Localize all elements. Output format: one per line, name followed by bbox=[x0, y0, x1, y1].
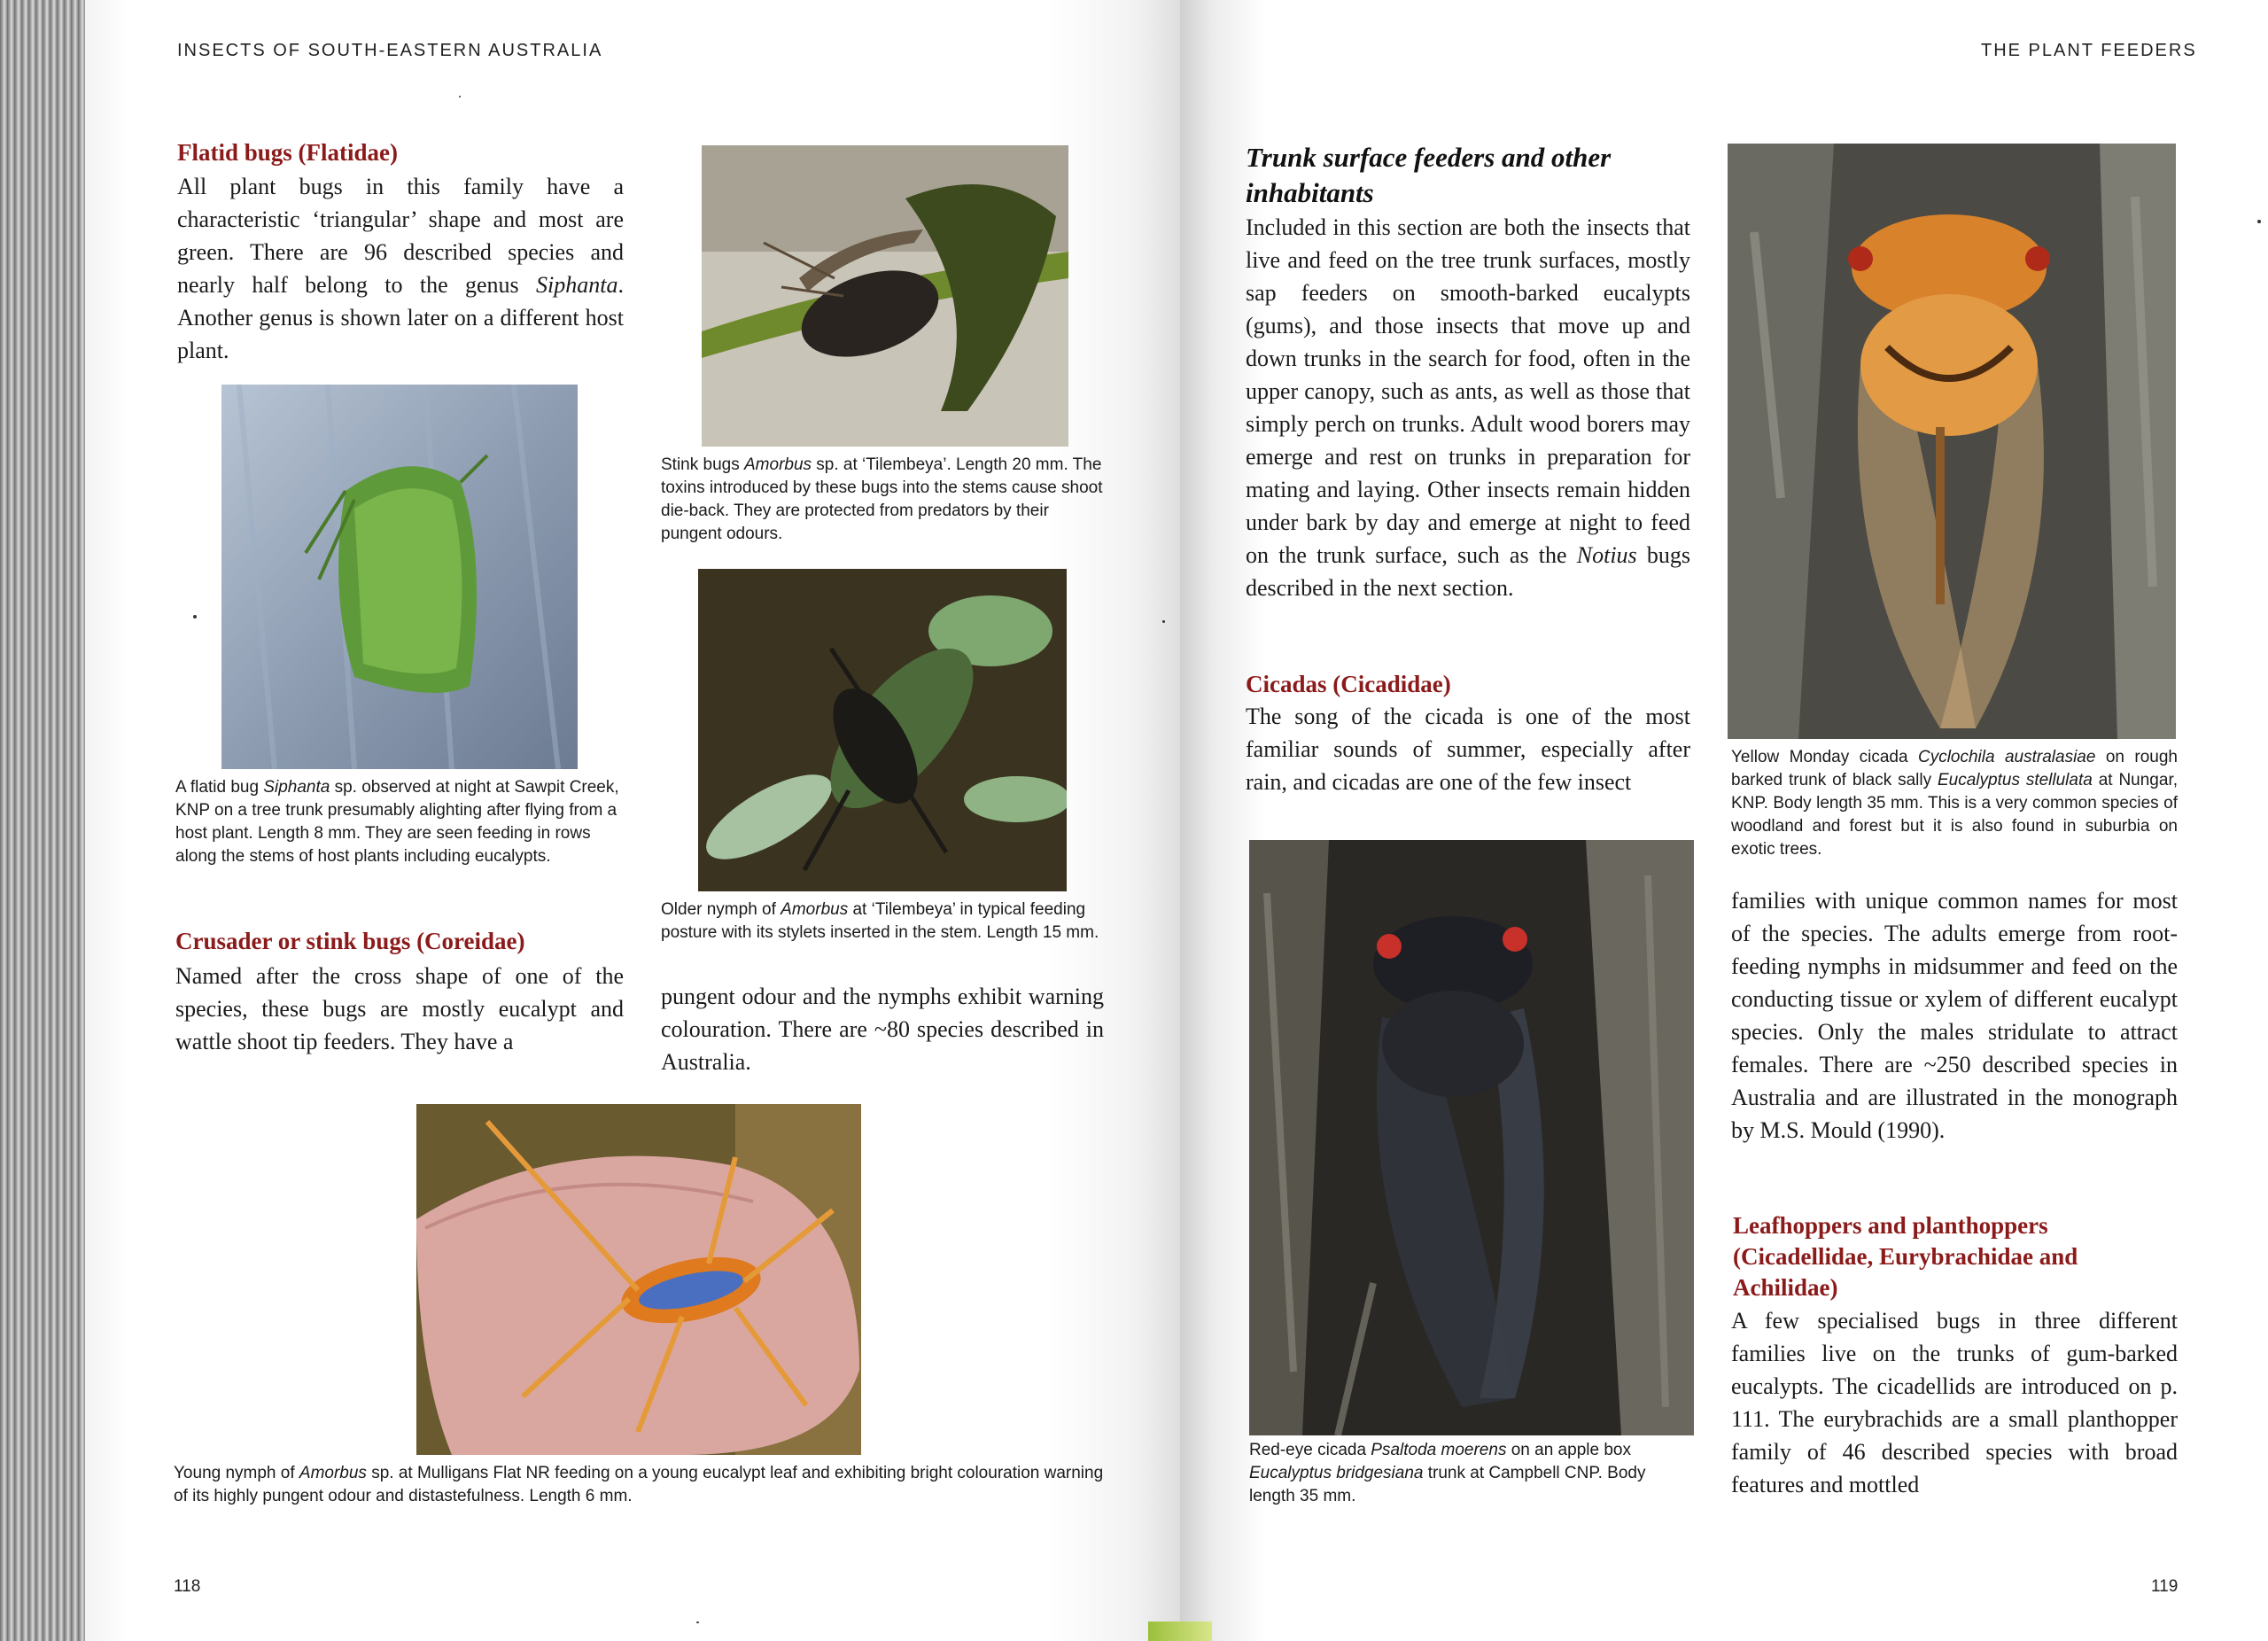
leafhoppers-body: A few specialised bugs in three different families live on the trunks of gum-barked eucalypts. The cicadellids are introduced on p. 111. The eurybrachids are a small planthopper family of 46 described species with broad features and mottled bbox=[1731, 1308, 2178, 1497]
cicadas-body-continued: families with unique common names for most of the species. The adults emerge from root-feeding nymphs in midsummer and feed on the conducting tissue or xylem of different eucalypt species. Only the males stridulate to attract females. There are ~250 described species in Australia and are illustrated in the monograph by M.S. Mould (1990). bbox=[1731, 888, 2178, 1143]
young-nymph-caption: Young nymph of Amorbus sp. at Mulligans Flat NR feeding on a young eucalypt leaf and exhibiting bright colouration warning of its highly pungent odour and distastefulness. Length 6 mm. bbox=[174, 1464, 1104, 1505]
flatid-body: All plant bugs in this family have a characteristic ‘triangular’ shape and most are green. There are 96 described species and nearly half belong to the genus Siphanta. Another genus is shown later on a different host plant. bbox=[177, 174, 624, 363]
yellow-monday-cicada-photo bbox=[1728, 144, 2176, 739]
red-eye-caption: Red-eye cicada Psaltoda moerens on an apple box Eucalyptus bridgesiana trunk at Campbell CNP. Body length 35 mm. bbox=[1249, 1441, 1646, 1505]
cicadas-body: The song of the cicada is one of the most familiar sounds of summer, especially after rain, and cicadas are one of the few insect bbox=[1246, 704, 1690, 795]
cicadas-heading: Cicadas (Cicadidae) bbox=[1246, 671, 1451, 697]
print-speck bbox=[1162, 620, 1165, 623]
ribbon-tab bbox=[1148, 1622, 1212, 1641]
flatid-heading: Flatid bugs (Flatidae) bbox=[177, 139, 399, 166]
print-speck bbox=[459, 96, 461, 97]
flatid-bug-photo bbox=[221, 385, 578, 769]
stink-bug-adult-caption: Stink bugs Amorbus sp. at ‘Tilembeya’. Length 20 mm. The toxins introduced by these bugs into the stems cause shoot die-back. They are protected from predators by their pungent odours. bbox=[661, 455, 1103, 543]
running-head-right: THE PLANT FEEDERS bbox=[1981, 41, 2197, 60]
stink-bug-adult-photo bbox=[702, 145, 1068, 447]
crusader-body: Named after the cross shape of one of the species, these bugs are mostly eucalypt and wattle shoot tip feeders. They have a bbox=[175, 963, 624, 1054]
red-eye-cicada-photo bbox=[1249, 840, 1694, 1435]
crusader-body-continued: pungent odour and the nymphs exhibit warning colouration. There are ~80 species described in Australia. bbox=[661, 984, 1104, 1075]
print-speck bbox=[193, 615, 197, 618]
page-edges bbox=[0, 0, 85, 1641]
trunk-body: Included in this section are both the insects that live and feed on the tree trunk surfaces, mostly sap feeders on smooth-barked eucalypts (gums), and those insects that move up and down trunks in the search for food, often in the upper canopy, such as ants, as well as those that simply perch on trunks. Adult wood borers may emerge and rest on trunks in preparation for mating and laying. Other insects remain hidden under bark by day and emerge at night to feed on the trunk surface, such as the Notius bugs described in the next section. bbox=[1246, 214, 1690, 601]
crusader-heading: Crusader or stink bugs (Coreidae) bbox=[175, 928, 525, 954]
yellow-monday-caption: Yellow Monday cicada Cyclochila australasiae on rough barked trunk of black sally Eucalyptus stellulata at Nungar, KNP. Body length 35 mm. This is a very common species of woodland and forest but it is also found in suburbia on exotic trees. bbox=[1731, 748, 2178, 859]
page-number-left: 118 bbox=[174, 1577, 201, 1596]
page-number-right: 119 bbox=[2151, 1577, 2179, 1596]
older-nymph-caption: Older nymph of Amorbus at ‘Tilembeya’ in typical feeding posture with its stylets inserted in the stem. Length 15 mm. bbox=[661, 900, 1099, 942]
flatid-caption: A flatid bug Siphanta sp. observed at night at Sawpit Creek, KNP on a tree trunk presumably alighting after flying from a host plant. Length 8 mm. They are seen feeding in rows along the stems of host plants including eucalypts. bbox=[175, 778, 619, 866]
running-head-left: INSECTS OF SOUTH-EASTERN AUSTRALIA bbox=[177, 41, 603, 60]
trunk-heading: Trunk surface feeders and other inhabitants bbox=[1246, 142, 1612, 208]
print-speck bbox=[2257, 220, 2261, 223]
older-nymph-photo bbox=[698, 569, 1067, 891]
leafhoppers-heading: Leafhoppers and planthoppers (Cicadellidae, Eurybrachidae and Achilidae) bbox=[1733, 1212, 2078, 1301]
young-nymph-photo bbox=[416, 1104, 861, 1455]
print-speck bbox=[696, 1622, 699, 1623]
